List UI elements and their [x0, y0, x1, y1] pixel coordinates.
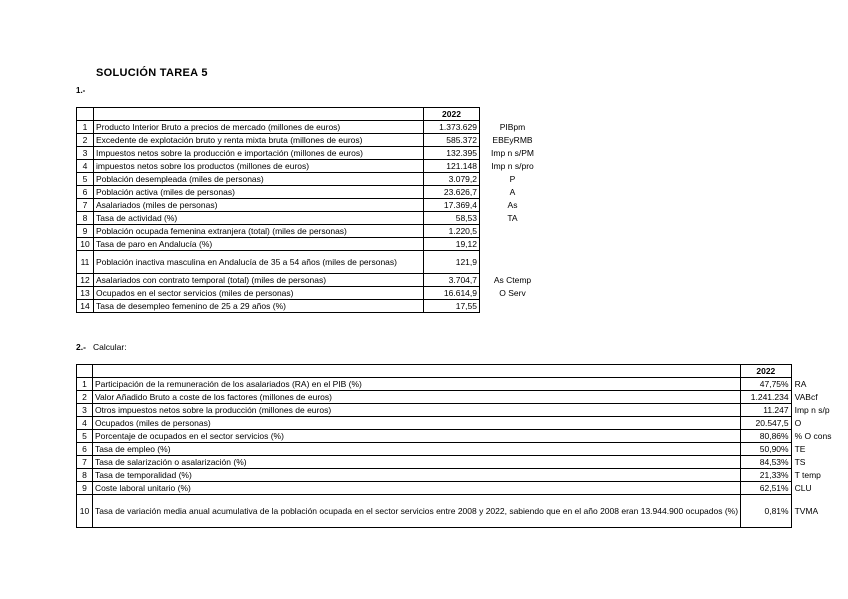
row-abbreviation: TA: [507, 213, 518, 223]
row-description: Tasa de actividad (%): [94, 212, 424, 225]
page-title: SOLUCIÓN TAREA 5: [96, 67, 208, 79]
row-number: 9: [77, 482, 93, 495]
table-row: [77, 212, 546, 225]
row-abbreviation: Imp n s/p: [794, 405, 830, 415]
table-row: [77, 173, 546, 186]
row-description: Población ocupada femenina extranjera (total) (miles de personas): [94, 225, 424, 238]
row-description: Población desempleada (miles de personas): [94, 173, 424, 186]
row-number: 2: [77, 391, 93, 404]
table-row: [77, 121, 546, 134]
row-number: 11: [77, 251, 94, 274]
row-abbreviation: PIBpm: [499, 122, 526, 132]
row-description: Tasa de empleo (%): [92, 443, 740, 456]
row-abbreviation: As: [507, 200, 518, 210]
table-row: [77, 300, 546, 313]
row-value: 11.247: [741, 404, 792, 417]
row-abbreviation: Imp n s/PM: [491, 148, 534, 158]
table-header-row: [77, 365, 848, 378]
table-row: [77, 443, 848, 456]
row-abbreviation: O Serv: [499, 288, 526, 298]
row-number: 13: [77, 287, 94, 300]
row-value: 17,55: [424, 300, 480, 313]
row-description: Tasa de temporalidad (%): [92, 469, 740, 482]
data-table-1-body: [77, 108, 546, 313]
row-value: 121.148: [424, 160, 480, 173]
row-value: 16.614,9: [424, 287, 480, 300]
row-number: 7: [77, 456, 93, 469]
row-number: 3: [77, 404, 93, 417]
row-number: 10: [77, 495, 93, 528]
data-table-2: [76, 364, 848, 528]
header-empty-desc: [92, 365, 740, 378]
row-number: 1: [77, 121, 94, 134]
table-row: [77, 456, 848, 469]
header-year: 2022: [424, 108, 480, 121]
table-row: [77, 225, 546, 238]
header-empty-abbr: [791, 365, 847, 378]
table-row: [77, 404, 848, 417]
table-row: [77, 430, 848, 443]
row-abbreviation: TVMA: [794, 506, 819, 516]
row-number: 4: [77, 160, 94, 173]
table-row: [77, 417, 848, 430]
row-description: Población activa (miles de personas): [94, 186, 424, 199]
row-description: Tasa de desempleo femenino de 25 a 29 años (%): [94, 300, 424, 313]
row-description: Valor Añadido Bruto a coste de los factores (millones de euros): [92, 391, 740, 404]
row-abbreviation: % O cons: [794, 431, 832, 441]
row-description: Otros impuestos netos sobre la producción (millones de euros): [92, 404, 740, 417]
row-value: 585.372: [424, 134, 480, 147]
row-number: 5: [77, 430, 93, 443]
row-abbreviation: O: [794, 418, 802, 428]
row-number: 1: [77, 378, 93, 391]
table-row: [77, 186, 546, 199]
table-row: [77, 134, 546, 147]
row-value: 3.704,7: [424, 274, 480, 287]
row-description: Producto Interior Bruto a precios de mercado (millones de euros): [94, 121, 424, 134]
row-abbreviation: [480, 238, 546, 251]
row-value: 23.626,7: [424, 186, 480, 199]
row-abbreviation: [480, 225, 546, 238]
row-value: 1.373.629: [424, 121, 480, 134]
row-description: Impuestos netos sobre la producción e importación (millones de euros): [94, 147, 424, 160]
header-empty-num: [77, 108, 94, 121]
row-abbreviation: EBEyRMB: [492, 135, 533, 145]
row-abbreviation: [480, 300, 546, 313]
row-number: 14: [77, 300, 94, 313]
row-abbreviation: T temp: [794, 470, 821, 480]
row-abbreviation: VABcf: [794, 392, 818, 402]
section-2-text: Calcular:: [93, 342, 127, 352]
row-abbreviation: RA: [794, 379, 807, 389]
row-description: Tasa de variación media anual acumulativa de la población ocupada en el sector servicios entre 2008 y 2022, sabiendo que en el año 2008 eran 13.944.900 ocupados (%): [92, 495, 740, 528]
row-description: Población inactiva masculina en Andalucía de 35 a 54 años (miles de personas): [94, 251, 424, 274]
row-value: 80,86%: [741, 430, 792, 443]
table-header-row: [77, 108, 546, 121]
row-abbreviation: As Ctemp: [493, 275, 532, 285]
row-value: 20.547,5: [741, 417, 792, 430]
row-number: 5: [77, 173, 94, 186]
data-table-1: [76, 107, 546, 313]
row-description: Tasa de paro en Andalucía (%): [94, 238, 424, 251]
row-number: 9: [77, 225, 94, 238]
row-description: Asalariados (miles de personas): [94, 199, 424, 212]
table-row: [77, 378, 848, 391]
row-abbreviation: TS: [794, 457, 806, 467]
table-row: [77, 287, 546, 300]
row-number: 2: [77, 134, 94, 147]
row-description: Participación de la remuneración de los asalariados (RA) en el PIB (%): [92, 378, 740, 391]
header-empty-desc: [94, 108, 424, 121]
table-row: [77, 391, 848, 404]
row-value: 84,53%: [741, 456, 792, 469]
row-abbreviation: TE: [794, 444, 806, 454]
row-description: Coste laboral unitario (%): [92, 482, 740, 495]
table-row: [77, 160, 546, 173]
row-number: 7: [77, 199, 94, 212]
row-description: Porcentaje de ocupados en el sector servicios (%): [92, 430, 740, 443]
row-description: impuestos netos sobre los productos (millones de euros): [94, 160, 424, 173]
row-value: 121,9: [424, 251, 480, 274]
row-abbreviation: P: [509, 174, 516, 184]
row-description: Ocupados en el sector servicios (miles de personas): [94, 287, 424, 300]
row-number: 10: [77, 238, 94, 251]
table-row: [77, 274, 546, 287]
header-empty-num: [77, 365, 93, 378]
row-description: Tasa de salarización o asalarización (%): [92, 456, 740, 469]
row-value: 3.079,2: [424, 173, 480, 186]
row-number: 8: [77, 212, 94, 225]
data-table-2-body: [77, 365, 848, 528]
table-row: [77, 147, 546, 160]
row-abbreviation: CLU: [794, 483, 812, 493]
row-number: 12: [77, 274, 94, 287]
row-abbreviation: [480, 251, 546, 274]
row-description: Excedente de explotación bruto y renta mixta bruta (millones de euros): [94, 134, 424, 147]
section-2-label: 2.-: [76, 342, 86, 352]
table-row: [77, 482, 848, 495]
table-row: [77, 495, 848, 528]
row-value: 50,90%: [741, 443, 792, 456]
section-2-heading: [76, 342, 127, 352]
table-row: [77, 238, 546, 251]
row-number: 3: [77, 147, 94, 160]
row-value: 1.241.234: [741, 391, 792, 404]
row-value: 17.369,4: [424, 199, 480, 212]
table-row: [77, 469, 848, 482]
row-value: 132.395: [424, 147, 480, 160]
table-row: [77, 251, 546, 274]
row-value: 47,75%: [741, 378, 792, 391]
row-number: 4: [77, 417, 93, 430]
row-abbreviation: Imp n s/pro: [491, 161, 534, 171]
row-abbreviation: A: [509, 187, 516, 197]
section-1-label: 1.-: [76, 86, 86, 95]
row-description: Asalariados con contrato temporal (total) (miles de personas): [94, 274, 424, 287]
row-number: 8: [77, 469, 93, 482]
row-value: 1.220,5: [424, 225, 480, 238]
row-number: 6: [77, 186, 94, 199]
header-year: 2022: [741, 365, 792, 378]
row-value: 62,51%: [741, 482, 792, 495]
row-value: 19,12: [424, 238, 480, 251]
table-row: [77, 199, 546, 212]
header-empty-abbr: [480, 108, 546, 121]
row-value: 0,81%: [741, 495, 792, 528]
row-value: 58,53: [424, 212, 480, 225]
row-value: 21,33%: [741, 469, 792, 482]
row-description: Ocupados (miles de personas): [92, 417, 740, 430]
row-number: 6: [77, 443, 93, 456]
